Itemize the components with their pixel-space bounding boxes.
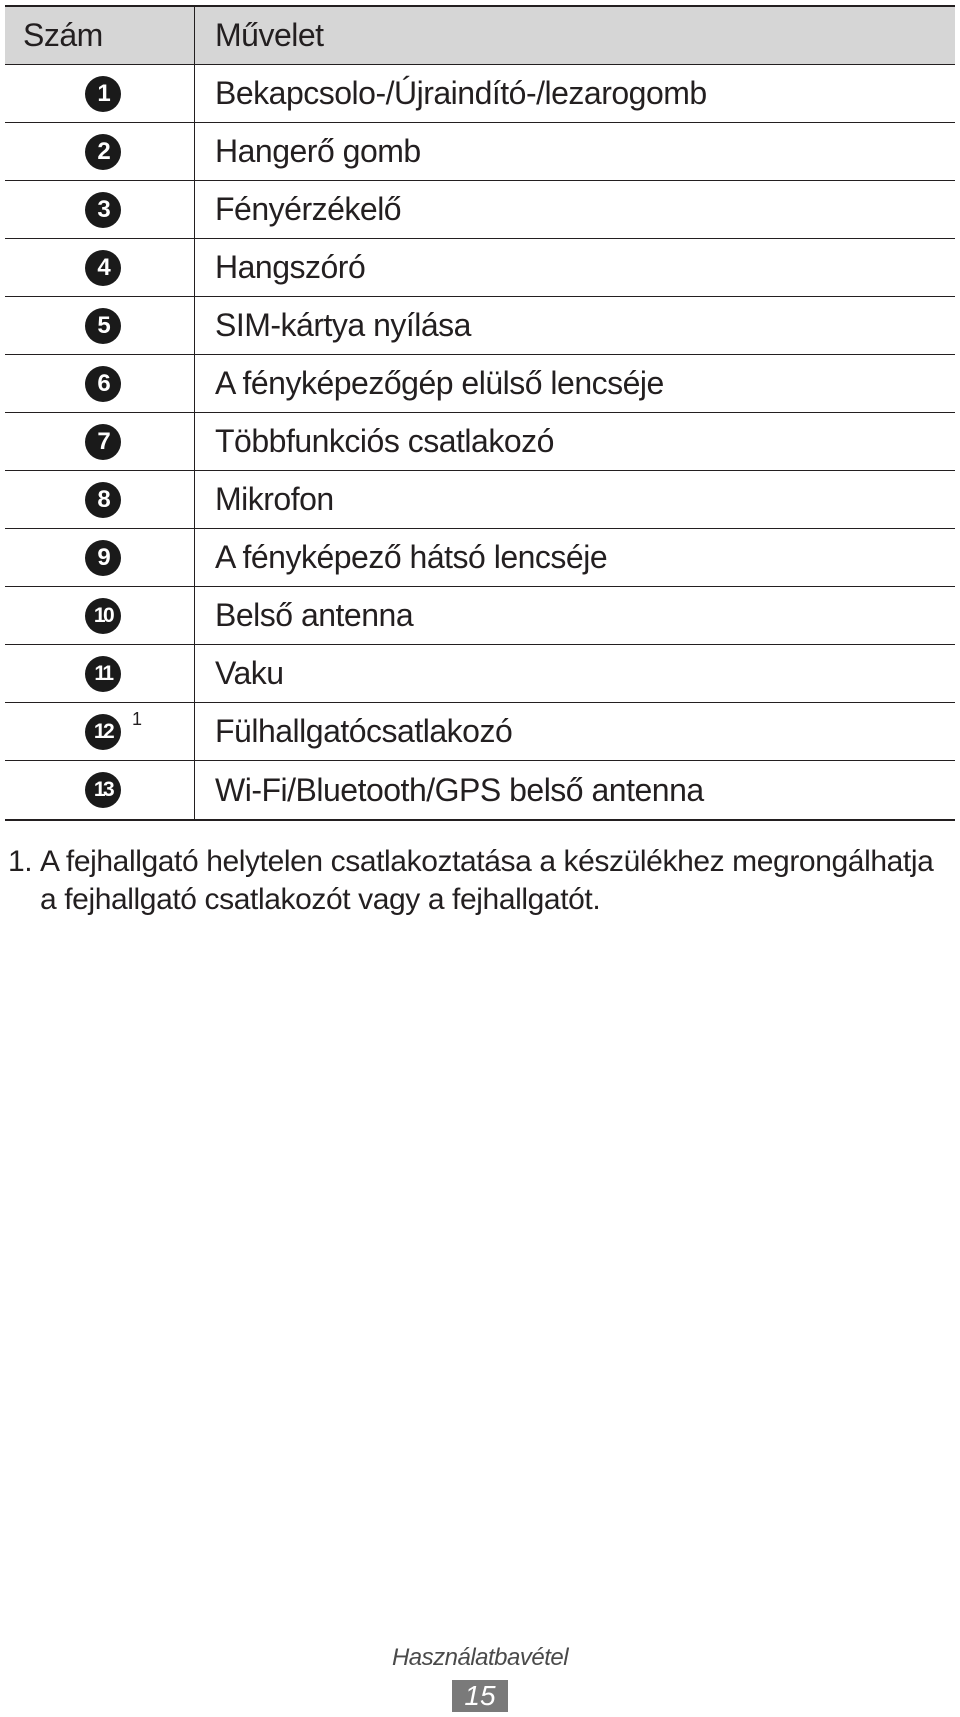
number-badge: 8 [85, 482, 121, 518]
section-title: Használatbavétel [391, 1644, 569, 1671]
footnote-text: A fejhallgató helytelen csatlakoztatása a készülékhez megrongálhatja a fejhallgató csatlakozót vagy a fejhallgatót. [40, 845, 934, 916]
row-label: Wi-Fi/Bluetooth/GPS belső antenna [215, 771, 704, 808]
row-label: Vaku [215, 655, 284, 691]
table-row [5, 239, 955, 297]
table-row [5, 703, 955, 761]
component-table [5, 5, 955, 821]
table-row [5, 645, 955, 703]
table-row [5, 761, 955, 819]
row-label: Hangszóró [215, 249, 366, 285]
footnote-reference: 1 [132, 709, 143, 729]
footnote [8, 843, 953, 919]
page-number: 15 [452, 1680, 508, 1712]
number-badge: 2 [85, 134, 121, 170]
header-number-cell [5, 7, 195, 64]
number-badge: 5 [85, 308, 121, 344]
table-row [5, 65, 955, 123]
number-badge: 11 [85, 656, 121, 692]
header-operation-cell [195, 7, 955, 64]
table-row [5, 529, 955, 587]
row-label: Fényérzékelő [215, 191, 402, 227]
number-badge: 12 [85, 714, 121, 750]
row-label: A fényképezőgép elülső lencséje [215, 365, 664, 401]
number-badge: 3 [85, 192, 121, 228]
number-badge: 10 [85, 598, 121, 634]
header-number-label: Szám [23, 17, 103, 53]
table-row [5, 355, 955, 413]
table-header-row [5, 7, 955, 65]
table-row [5, 297, 955, 355]
row-label: Bekapcsolo-/Újraindító-/lezarogomb [215, 75, 707, 111]
number-badge: 6 [85, 366, 121, 402]
row-label: Mikrofon [215, 481, 334, 517]
number-badge: 13 [85, 772, 121, 808]
row-label: Többfunkciós csatlakozó [215, 423, 554, 459]
table-row [5, 123, 955, 181]
table-row [5, 413, 955, 471]
row-label: Belső antenna [215, 597, 414, 633]
table-row [5, 181, 955, 239]
row-label: Hangerő gomb [215, 133, 421, 169]
row-label: Fülhallgatócsatlakozó [215, 713, 513, 749]
row-label: SIM-kártya nyílása [215, 307, 471, 343]
footnote-number: 1. [8, 845, 33, 878]
header-operation-label: Művelet [215, 17, 324, 53]
number-badge: 4 [85, 250, 121, 286]
number-badge: 1 [85, 76, 121, 112]
table-row [5, 471, 955, 529]
number-badge: 7 [85, 424, 121, 460]
row-label: A fényképező hátsó lencséje [215, 539, 608, 575]
number-badge: 9 [85, 540, 121, 576]
table-row [5, 587, 955, 645]
